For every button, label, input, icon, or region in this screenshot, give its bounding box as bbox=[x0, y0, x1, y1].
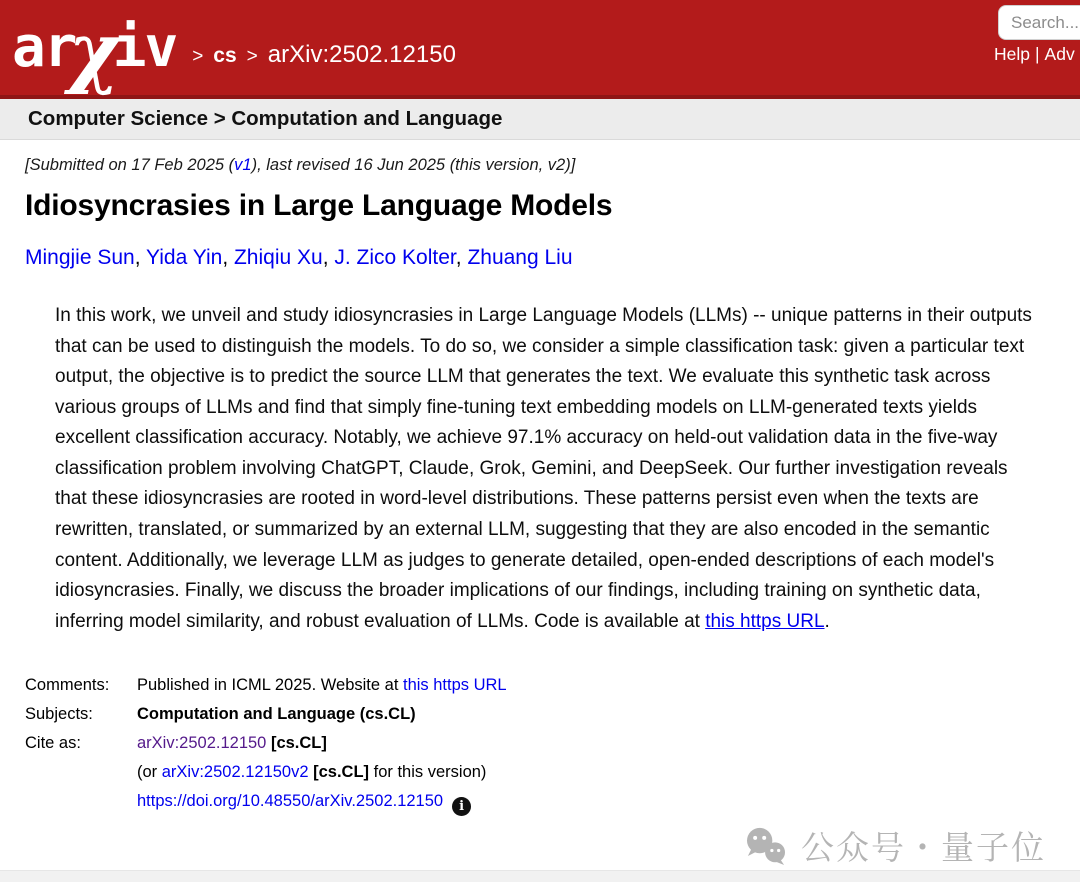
author-link[interactable]: Yida Yin bbox=[146, 246, 223, 269]
cite-as-row bbox=[25, 729, 1035, 758]
abstract-suffix: . bbox=[824, 610, 830, 632]
search-input[interactable] bbox=[998, 5, 1080, 40]
meta-label-spacer bbox=[25, 787, 137, 816]
metadata-table bbox=[25, 671, 1035, 816]
author-separator: , bbox=[134, 246, 147, 269]
cite-as-label: Cite as: bbox=[25, 734, 81, 753]
subject-bar-text: Computer Science > Computation and Language bbox=[28, 107, 503, 130]
wechat-icon bbox=[744, 827, 788, 865]
version-category-tag: [cs.CL] bbox=[308, 763, 370, 782]
submission-dateline bbox=[25, 156, 1035, 175]
advanced-search-link[interactable]: Adv bbox=[1044, 44, 1075, 64]
subjects-value: Computation and Language (cs.CL) bbox=[137, 705, 416, 724]
website-url-link[interactable]: this https URL bbox=[402, 676, 507, 695]
version-row bbox=[25, 758, 1035, 787]
author-separator: , bbox=[455, 246, 468, 269]
author-link[interactable]: Zhuang Liu bbox=[467, 246, 573, 269]
page-title: Idiosyncrasies in Large Language Models bbox=[25, 189, 613, 222]
breadcrumb-separator: > bbox=[192, 45, 204, 67]
author-link[interactable]: Mingjie Sun bbox=[25, 246, 135, 269]
version-suffix: for this version) bbox=[369, 763, 487, 782]
meta-label-spacer bbox=[25, 758, 137, 787]
code-url-link[interactable]: this https URL bbox=[705, 610, 825, 632]
authors-line bbox=[25, 246, 1035, 270]
version-v1-link[interactable]: v1 bbox=[234, 156, 252, 174]
version-arxiv-link[interactable]: arXiv:2502.12150v2 bbox=[161, 763, 309, 782]
footer-strip bbox=[0, 870, 1080, 882]
breadcrumb-link-cs[interactable]: cs bbox=[213, 43, 237, 67]
doi-row bbox=[25, 787, 1035, 816]
cite-as-value bbox=[137, 729, 327, 758]
subjects-row bbox=[25, 700, 1035, 729]
version-value bbox=[137, 758, 486, 787]
comments-label: Comments: bbox=[25, 676, 110, 695]
author-link[interactable]: Zhiqiu Xu bbox=[233, 246, 323, 269]
arxiv-header bbox=[0, 0, 1080, 99]
help-links-divider: | bbox=[1035, 44, 1040, 64]
logo-text-iv: iv bbox=[112, 14, 177, 80]
author-separator: , bbox=[322, 246, 335, 269]
doi-link[interactable]: https://doi.org/10.48550/arXiv.2502.12150 bbox=[137, 792, 444, 811]
author-link[interactable]: J. Zico Kolter bbox=[334, 246, 456, 269]
header-help-links bbox=[994, 44, 1080, 65]
author-separator: , bbox=[222, 246, 234, 269]
cite-category-tag: [cs.CL] bbox=[266, 734, 327, 753]
abstract-text bbox=[55, 301, 1035, 637]
dateline-suffix: ), last revised 16 Jun 2025 (this version, v2)] bbox=[251, 156, 576, 174]
breadcrumb-paper-id: arXiv:2502.12150 bbox=[267, 40, 456, 68]
watermark bbox=[744, 822, 1046, 869]
abstract-body: In this work, we unveil and study idiosyncrasies in Large Language Models (LLMs) -- unique patterns in their outputs that can be used to distinguish the models. To do so, we consider a simple classification task: given a particular text output, the objective is to predict the source LLM that generates the text. We evaluate this synthetic task across various groups of LLMs and find that simply fine-tuning text embedding models on LLM-generated texts yields excellent classification accuracy. Notably, we achieve 97.1% accuracy on held-out validation data in the five-way classification problem involving ChatGPT, Claude, Grok, Gemini, and DeepSeek. Our further investigation reveals that these idiosyncrasies are rooted in word-level distributions. These patterns persist even when the texts are rewritten, translated, or summarized by an external LLM, suggesting that they are also encoded in the semantic content. Additionally, we leverage LLM as judges to generate detailed, open-ended descriptions of each model's idiosyncrasies. Finally, we discuss the broader implications of our findings, including training on synthetic data, inferring model similarity, and robust evaluation of LLMs. Code is available at bbox=[55, 305, 1032, 632]
dateline-prefix: [Submitted on 17 Feb 2025 ( bbox=[25, 156, 235, 174]
breadcrumb-separator: > bbox=[246, 45, 258, 67]
logo-text-ar: ar bbox=[12, 14, 76, 80]
abstract-page bbox=[0, 156, 1080, 816]
subjects-label: Subjects: bbox=[25, 705, 93, 724]
subject-bar bbox=[0, 99, 1080, 140]
cite-arxiv-link[interactable]: arXiv:2502.12150 bbox=[137, 734, 267, 753]
comments-text: Published in ICML 2025. Website at bbox=[137, 676, 403, 695]
version-prefix: (or bbox=[137, 763, 162, 782]
comments-row bbox=[25, 671, 1035, 700]
watermark-text: 公众号・量子位 bbox=[801, 829, 1046, 866]
comments-value bbox=[137, 671, 507, 700]
arxiv-logo[interactable]: ar χ iv bbox=[12, 5, 177, 97]
info-icon[interactable]: i bbox=[452, 797, 471, 816]
breadcrumb bbox=[192, 41, 456, 69]
doi-value bbox=[137, 787, 471, 816]
help-link[interactable]: Help bbox=[994, 44, 1030, 64]
